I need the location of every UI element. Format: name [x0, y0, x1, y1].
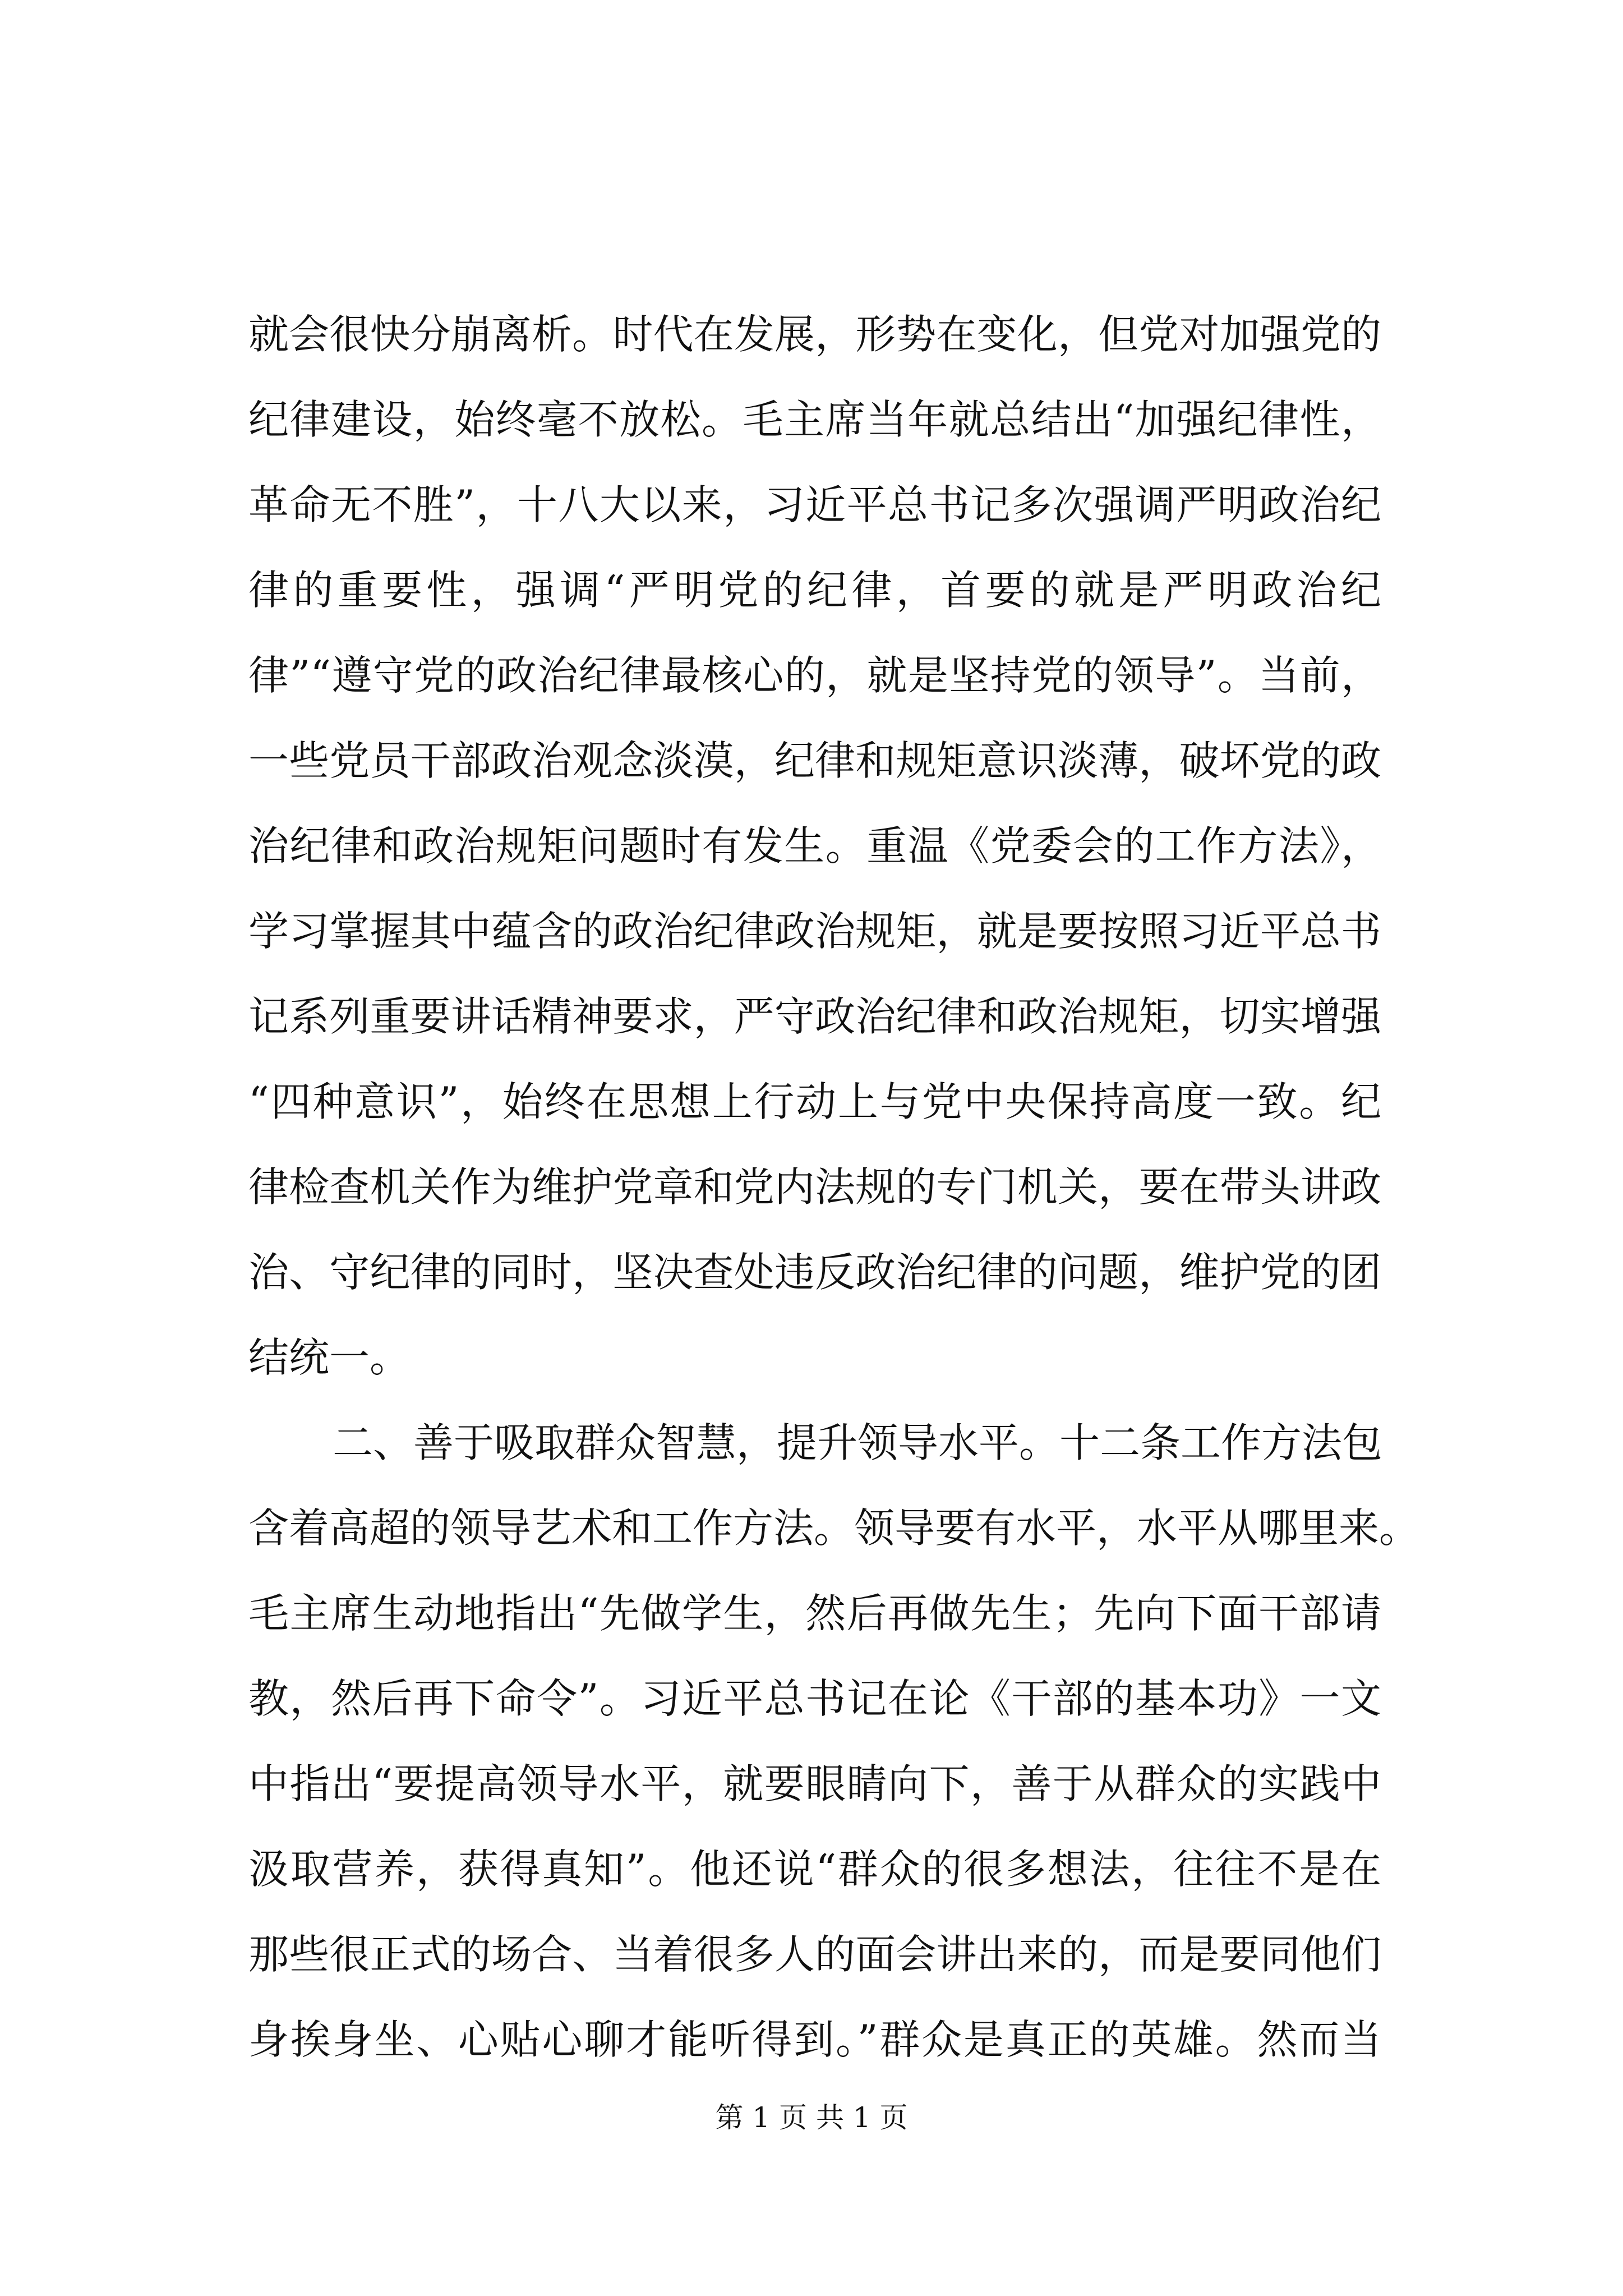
- text-line: 治、守纪律的同时，坚决查处违反政治纪律的问题，维护党的团: [248, 1249, 1381, 1296]
- text-line: 毛主席生动地指出“先做学生，然后再做先生；先向下面干部请: [248, 1590, 1381, 1637]
- text-line: 纪律建设，始终毫不放松。毛主席当年就总结出“加强纪律性，: [248, 396, 1381, 443]
- paragraph-start-line: 二、善于吸取群众智慧，提升领导水平。十二条工作方法包: [333, 1419, 1383, 1466]
- text-line: 革命无不胜”，十八大以来，习近平总书记多次强调严明政治纪: [248, 481, 1381, 528]
- text-line: 中指出“要提高领导水平，就要眼睛向下，善于从群众的实践中: [248, 1760, 1381, 1807]
- text-line: 一些党员干部政治观念淡漠，纪律和规矩意识淡薄，破坏党的政: [248, 737, 1381, 784]
- text-line: 律检查机关作为维护党章和党内法规的专门机关，要在带头讲政: [248, 1163, 1381, 1211]
- page-number-label: 第 1 页 共 1 页: [715, 2101, 908, 2134]
- text-line: 身挨身坐、心贴心聊才能听得到。”群众是真正的英雄。然而当: [248, 2016, 1381, 2063]
- text-line: 教，然后再下命令”。习近平总书记在论《干部的基本功》一文: [248, 1675, 1381, 1722]
- page-footer: [0, 2101, 1623, 2134]
- text-line: 就会很快分崩离析。时代在发展，形势在变化，但党对加强党的: [248, 311, 1381, 358]
- text-line: 含着高超的领导艺术和工作方法。领导要有水平，水平从哪里来。: [248, 1504, 1420, 1552]
- text-line: 那些很正式的场合、当着很多人的面会讲出来的，而是要同他们: [248, 1931, 1381, 1978]
- text-line: 结统一。: [248, 1334, 411, 1381]
- text-line: 治纪律和政治规矩问题时有发生。重温《党委会的工作方法》，: [248, 822, 1381, 869]
- body-text: [248, 292, 1420, 2082]
- text-line: 汲取营养，获得真知”。他还说“群众的很多想法，往往不是在: [248, 1846, 1381, 1893]
- text-line: 学习掌握其中蕴含的政治纪律政治规矩，就是要按照习近平总书: [248, 908, 1381, 955]
- text-line: 律”“遵守党的政治纪律最核心的，就是坚持党的领导”。当前，: [248, 652, 1381, 699]
- text-line: 律的重要性，强调“严明党的纪律，首要的就是严明政治纪: [248, 567, 1381, 614]
- text-line: 记系列重要讲话精神要求，严守政治纪律和政治规矩，切实增强: [248, 993, 1381, 1040]
- text-line: “四种意识”，始终在思想上行动上与党中央保持高度一致。纪: [248, 1078, 1381, 1125]
